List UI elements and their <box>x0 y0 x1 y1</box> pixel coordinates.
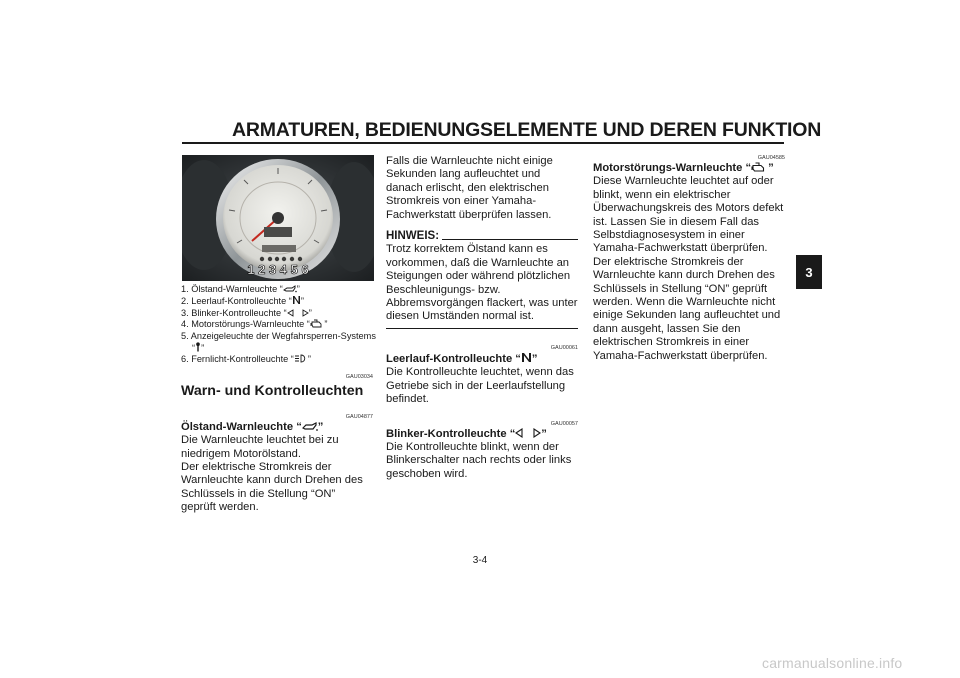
paragraph: Die Warnleuchte leuchtet bei zu niedrigem Motorölstand. <box>181 434 339 460</box>
column-left <box>181 284 376 515</box>
ref-code: GAU00061 <box>550 344 578 351</box>
figure-captions <box>181 284 376 366</box>
engine-icon <box>310 319 322 328</box>
paragraph: Der elektrische Stromkreis der Warnleuchte kann durch Drehen des Schlüssels in die Stellung “ON” geprüft werden. <box>181 461 363 514</box>
paragraph: Diese Warnleuchte leuchtet auf oder blinkt, wenn ein elektrischer Überwachungskreis des Motors defekt ist. Lassen Sie in diesem Fall das Selbstdiagnosesystem in einer Yamaha-Fachwerkstatt überprüfen. <box>593 175 784 255</box>
title-rule <box>182 142 784 144</box>
oil-can-icon <box>302 422 318 431</box>
caption-neutral: 2. Leerlauf-Kontrolleuchte “ ” <box>181 296 304 307</box>
ref-code: GAU04585 <box>757 155 785 161</box>
engine-warning-heading: Motorstörungs-Warnleuchte “ ” <box>593 162 774 174</box>
paragraph: Die Kontrolleuchte leuchtet, wenn das Getriebe sich in der Leerlaufstellung befindet. <box>386 366 574 406</box>
callout-numbers: 1 2 3 4 5 6 <box>247 262 309 277</box>
turn-signal-heading: Blinker-Kontrolleuchte “ ” <box>386 427 547 440</box>
chapter-tab: 3 <box>796 255 822 289</box>
engine-icon <box>751 162 765 172</box>
oil-warning-heading: Ölstand-Warnleuchte “ ” <box>181 420 324 433</box>
neutral-n-icon <box>521 352 532 363</box>
note-label: HINWEIS: <box>386 230 440 243</box>
oil-can-icon <box>283 285 297 293</box>
turn-signal-icon <box>515 428 541 438</box>
paragraph: Falls die Warnleuchte nicht einige Sekunden lang aufleuchtet und danach erlischt, den elektrischen Stromkreis von einer Yamaha-Fachwerkstatt überprüfen lassen. <box>386 155 553 221</box>
neutral-heading: Leerlauf-Kontrolleuchte “ ” <box>386 352 538 365</box>
page-number: 3-4 <box>472 555 488 566</box>
caption-engine: 4. Motorstörungs-Warnleuchte “ ” <box>181 319 328 330</box>
ref-code: GAU00057 <box>550 420 578 427</box>
high-beam-icon <box>294 354 308 363</box>
note-rule <box>442 239 578 240</box>
speedometer-photo <box>182 155 374 281</box>
caption-immobilizer: 5. Anzeigeleuchte der Wegfahrsperren-Systems “ ” <box>181 330 376 354</box>
column-right <box>593 155 785 363</box>
ref-code: GAU04877 <box>345 413 373 420</box>
caption-high-beam: 6. Fernlicht-Kontrolleuchte “ ” <box>181 354 311 365</box>
watermark: carmanualsonline.info <box>762 655 903 671</box>
caption-oil: 1. Ölstand-Warnleuchte “ ” <box>181 284 300 294</box>
paragraph: Die Kontrolleuchte blinkt, wenn der Blinkerschalter nach rechts oder links geschoben wird. <box>386 440 572 480</box>
caption-turn-signal: 3. Blinker-Kontrolleuchte “ ” <box>181 307 312 318</box>
column-middle <box>386 155 578 481</box>
turn-signal-icon <box>287 309 309 317</box>
section-heading: Warn- und Kontrolleuchten <box>181 382 364 399</box>
note-header <box>386 230 578 243</box>
page-title: ARMATUREN, BEDIENUNGSELEMENTE UND DEREN FUNKTION <box>232 119 822 141</box>
ref-code: GAU03034 <box>345 373 373 380</box>
note-text: Trotz korrektem Ölstand kann es vorkommen, daß die Warnleuchte an Steigungen oder während plötzlichen Beschleunigungs- bzw. Abbremsvorgängen flackert, was unter diesen Umständen normal ist. <box>386 243 578 323</box>
note-end-rule <box>386 328 578 329</box>
neutral-n-icon <box>292 295 301 305</box>
paragraph: Der elektrische Stromkreis der Warnleuchte kann durch Drehen des Schlüssels in Stellung “ON” geprüft werden. Wenn die Warnleuchte nicht einige Sekunden lang aufleuchtet und dann ausgeht, lassen Sie den elektrischen Stromkreis in einer Yamaha-Fachwerkstatt überprüfen. <box>593 255 781 362</box>
